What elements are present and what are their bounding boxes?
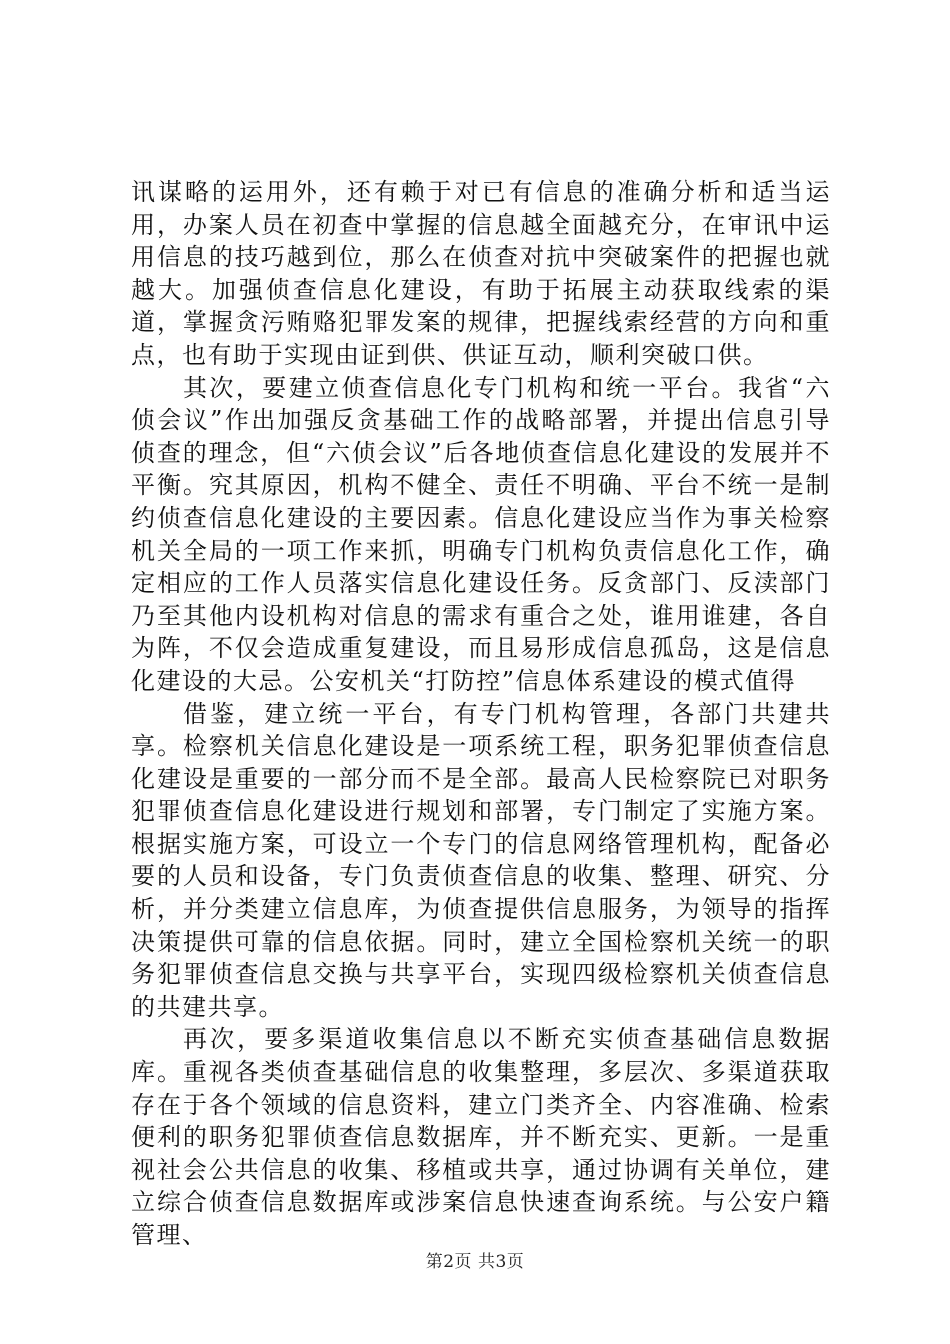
document-body <box>131 176 831 1252</box>
paragraph: 讯谋略的运用外，还有赖于对已有信息的准确分析和适当运用，办案人员在初查中掌握的信息越全面越充分，在审讯中运用信息的技巧越到位，那么在侦查对抗中突破案件的把握也就越大。加强侦查信息化建设，有助于拓展主动获取线索的渠道，掌握贪污贿赂犯罪发案的规律，把握线索经营的方向和重点，也有助于实现由证到供、供证互动，顺利突破口供。 <box>131 178 831 369</box>
paragraph: 其次，要建立侦查信息化专门机构和统一平台。我省“六侦会议”作出加强反贪基础工作的战略部署，并提出信息引导侦查的理念，但“六侦会议”后各地侦查信息化建设的发展并不平衡。究其原因，机构不健全、责任不明确、平台不统一是制约侦查信息化建设的主要因素。信息化建设应当作为事关检察机关全局的一项工作来抓，明确专门机构负责信息化工作，确定相应的工作人员落实信息化建设任务。反贪部门、反渎部门乃至其他内设机构对信息的需求有重合之处，谁用谁建，各自为阵，不仅会造成重复建设，而且易形成信息孤岛，这是信息化建设的大忌。公安机关“打防控”信息体系建设的模式值得 <box>131 373 831 695</box>
paragraph: 再次，要多渠道收集信息以不断充实侦查基础信息数据库。重视各类侦查基础信息的收集整理，多层次、多渠道获取存在于各个领域的信息资料，建立门类齐全、内容准确、检索便利的职务犯罪侦查信息数据库，并不断充实、更新。一是重视社会公共信息的收集、移植或共享，通过协调有关单位，建立综合侦查信息数据库或涉案信息快速查询系统。与公安户籍管理、 <box>131 1025 831 1249</box>
paragraph: 借鉴，建立统一平台，有专门机构管理，各部门共建共享。检察机关信息化建设是一项系统工程，职务犯罪侦查信息化建设是重要的一部分而不是全部。最高人民检察院已对职务犯罪侦查信息化建设进行规划和部署，专门制定了实施方案。根据实施方案，可设立一个专门的信息网络管理机构，配备必要的人员和设备，专门负责侦查信息的收集、整理、研究、分析，并分类建立信息库，为侦查提供信息服务，为领导的指挥决策提供可靠的信息依据。同时，建立全国检察机关统一的职务犯罪侦查信息交换与共享平台，实现四级检察机关侦查信息的共建共享。 <box>131 699 831 1021</box>
page-number-footer: 第2页 共3页 <box>425 1252 525 1272</box>
